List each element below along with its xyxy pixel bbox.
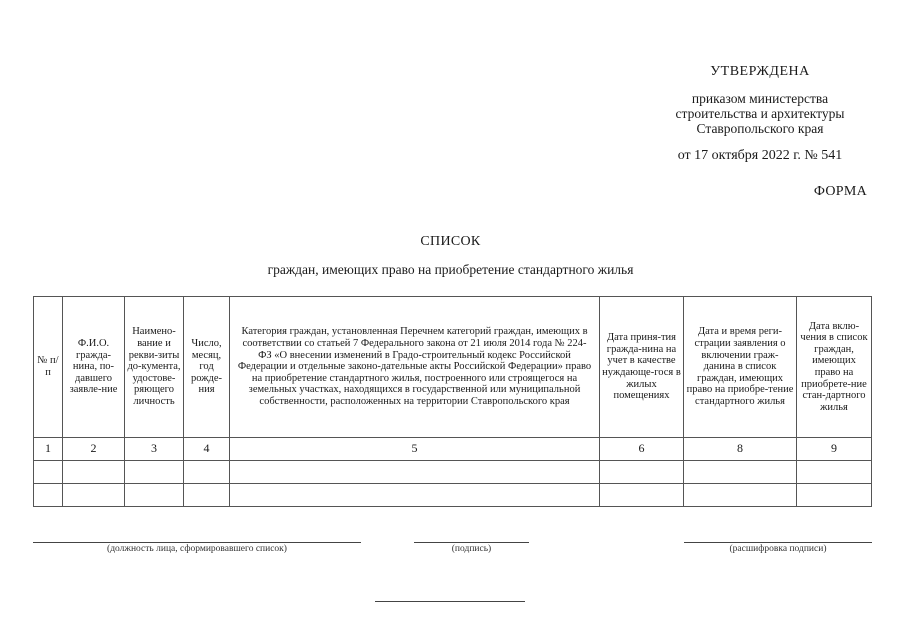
table-cell[interactable]: [797, 484, 872, 507]
table-cell[interactable]: [230, 461, 600, 484]
column-header-birth-date: Число, месяц, год рожде-ния: [184, 297, 230, 438]
column-number: 8: [684, 438, 797, 461]
table-cell[interactable]: [63, 484, 125, 507]
table-cell[interactable]: [34, 484, 63, 507]
approval-authority: [640, 91, 880, 136]
citizens-list-table: [33, 296, 872, 507]
table-cell[interactable]: [600, 484, 684, 507]
signature-line[interactable]: [414, 542, 529, 543]
signature-caption: (подпись): [451, 544, 492, 554]
approval-title: УТВЕРЖДЕНА: [710, 64, 810, 79]
approval-line-3: Ставропольского края: [696, 121, 824, 136]
column-header-registration-date: Дата приня-тия гражда-нина на учет в качестве нуждающе-гося в жилых помещениях: [600, 297, 684, 438]
approval-line-2: строительства и архитектуры: [675, 106, 845, 121]
approval-date: от 17 октября 2022 г. № 541: [677, 148, 843, 163]
table-cell[interactable]: [125, 484, 184, 507]
column-number: 6: [600, 438, 684, 461]
table-cell[interactable]: [34, 461, 63, 484]
column-header-application-datetime: Дата и время реги-страции заявления о включении граж-данина в список граждан, имеющих право на приобре-тение стандартного жилья: [684, 297, 797, 438]
table-cell[interactable]: [797, 461, 872, 484]
table-cell[interactable]: [600, 461, 684, 484]
column-number: 4: [184, 438, 230, 461]
table-cell[interactable]: [125, 461, 184, 484]
column-number: 1: [34, 438, 63, 461]
table-row: [34, 484, 872, 507]
position-caption: (должность лица, сформировавшего список): [107, 544, 287, 554]
approval-block: [640, 64, 880, 163]
column-number: 5: [230, 438, 600, 461]
approval-line-1: приказом министерства: [691, 91, 829, 106]
column-header-number: № п/п: [34, 297, 63, 438]
column-header-category: Категория граждан, установленная Перечнем категорий граждан, имеющих в соответствии со статьей 7 Федерального закона от 21 июля 2014 года № 224-ФЗ «О внесении изменений в Градо-строительный кодекс Российской Федерации и отдельные законо-дательные акты Российской Федерации» право на приобретение стандартного жилья, построенного или строящегося на земельных участках, находящихся в государственной или муниципальной собственности, расположенных на территории Ставропольского края: [230, 297, 600, 438]
table-cell[interactable]: [184, 461, 230, 484]
column-number: 2: [63, 438, 125, 461]
table-cell[interactable]: [184, 484, 230, 507]
table-row: [34, 461, 872, 484]
position-signature-line[interactable]: [33, 542, 361, 543]
table-header-row: [34, 297, 872, 438]
column-number: 9: [797, 438, 872, 461]
bottom-separator-line: [375, 601, 525, 602]
form-label: ФОРМА: [813, 184, 867, 199]
table-cell[interactable]: [684, 484, 797, 507]
table-cell[interactable]: [684, 461, 797, 484]
document-title: СПИСОК: [420, 234, 481, 249]
column-number: 3: [125, 438, 184, 461]
document-subtitle: граждан, имеющих право на приобретение стандартного жилья: [267, 262, 634, 277]
table-cell[interactable]: [230, 484, 600, 507]
table-cell[interactable]: [63, 461, 125, 484]
decoding-caption: (расшифровка подписи): [729, 544, 827, 554]
column-numbers-row: [34, 438, 872, 461]
column-header-full-name: Ф.И.О. гражда-нина, по-давшего заявле-ние: [63, 297, 125, 438]
column-header-identity-document: Наимено-вание и рекви-зиты до-кумента, удостове-ряющего личность: [125, 297, 184, 438]
column-header-inclusion-date: Дата вклю-чения в список граждан, имеющих право на приобрете-ние стан-дартного жилья: [797, 297, 872, 438]
decoding-signature-line[interactable]: [684, 542, 872, 543]
